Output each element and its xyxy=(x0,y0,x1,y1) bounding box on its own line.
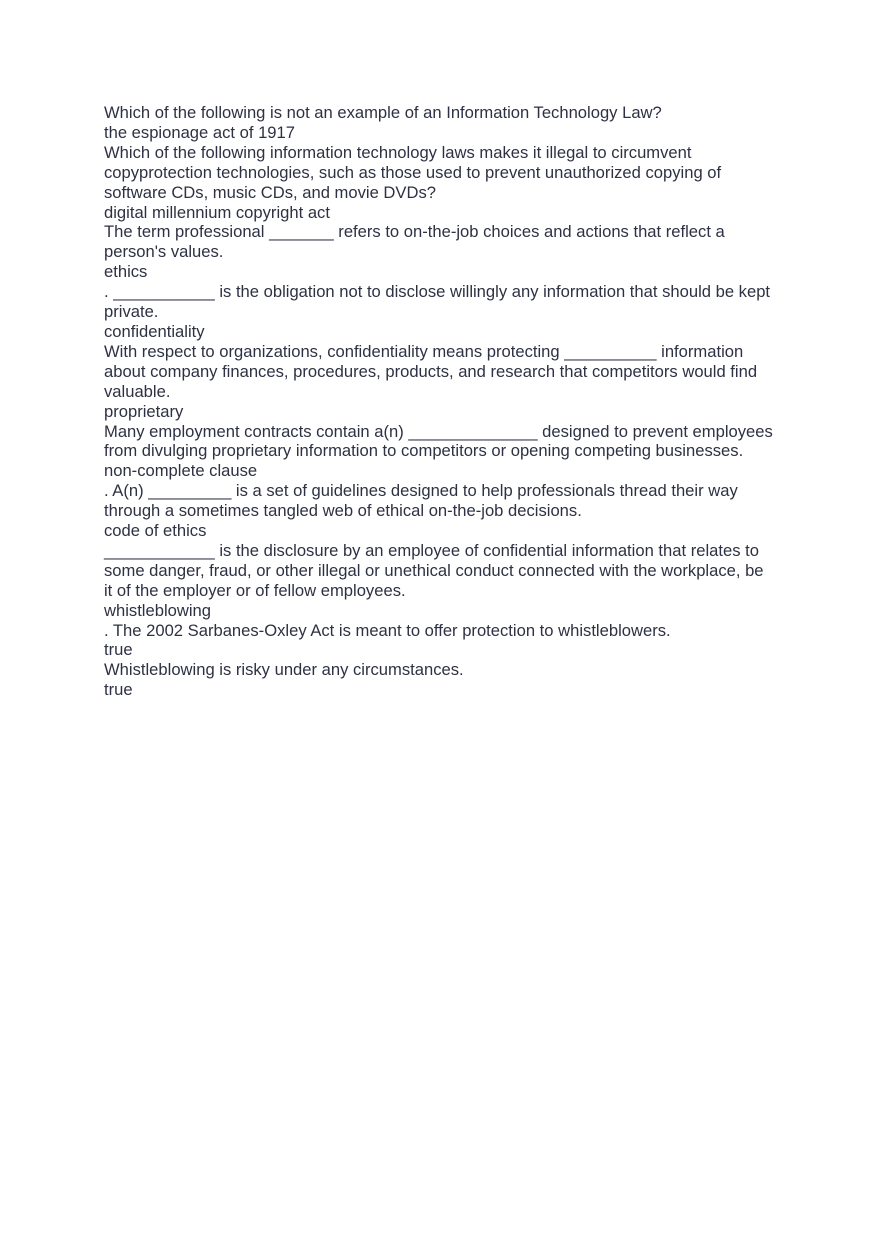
question-text: . The 2002 Sarbanes-Oxley Act is meant to offer protection to whistleblowers. xyxy=(104,620,671,640)
question-text: ____________ is the disclosure by an employee of confidential information that relates to some danger, fraud, or other illegal or unethical conduct connected with the workplace, be it of the employer or of fellow employees. xyxy=(104,540,764,600)
answer-text: proprietary xyxy=(104,401,184,421)
question-text: . A(n) _________ is a set of guidelines designed to help professionals thread their way through a sometimes tangled web of ethical on-the-job decisions. xyxy=(104,481,738,521)
answer-text: digital millennium copyright act xyxy=(104,202,330,222)
answer-text: code of ethics xyxy=(104,521,207,541)
answer-text: confidentiality xyxy=(104,321,205,341)
answer-text: whistleblowing xyxy=(104,600,211,620)
answer-text: true xyxy=(104,640,133,660)
question-text: Which of the following information technology laws makes it illegal to circumvent copyprotection technologies, such as those used to prevent unauthorized copying of software CDs, music CDs, and movie DVDs? xyxy=(104,142,722,202)
question-text: Whistleblowing is risky under any circumstances. xyxy=(104,660,464,680)
qa-list xyxy=(104,103,774,700)
answer-text: non-complete clause xyxy=(104,461,258,481)
answer-text: true xyxy=(104,680,133,700)
question-text: . ___________ is the obligation not to disclose willingly any information that should be kept private. xyxy=(104,282,771,322)
question-text: The term professional _______ refers to on-the-job choices and actions that reflect a person's values. xyxy=(104,222,725,262)
question-text: Many employment contracts contain a(n) ______________ designed to prevent employees from divulging proprietary information to competitors or opening competing businesses. xyxy=(104,421,773,461)
question-text: With respect to organizations, confidentiality means protecting __________ information about company finances, procedures, products, and research that competitors would find valuable. xyxy=(104,341,758,401)
answer-text: ethics xyxy=(104,262,148,282)
question-text: Which of the following is not an example of an Information Technology Law? xyxy=(104,103,662,122)
answer-text: the espionage act of 1917 xyxy=(104,122,295,142)
